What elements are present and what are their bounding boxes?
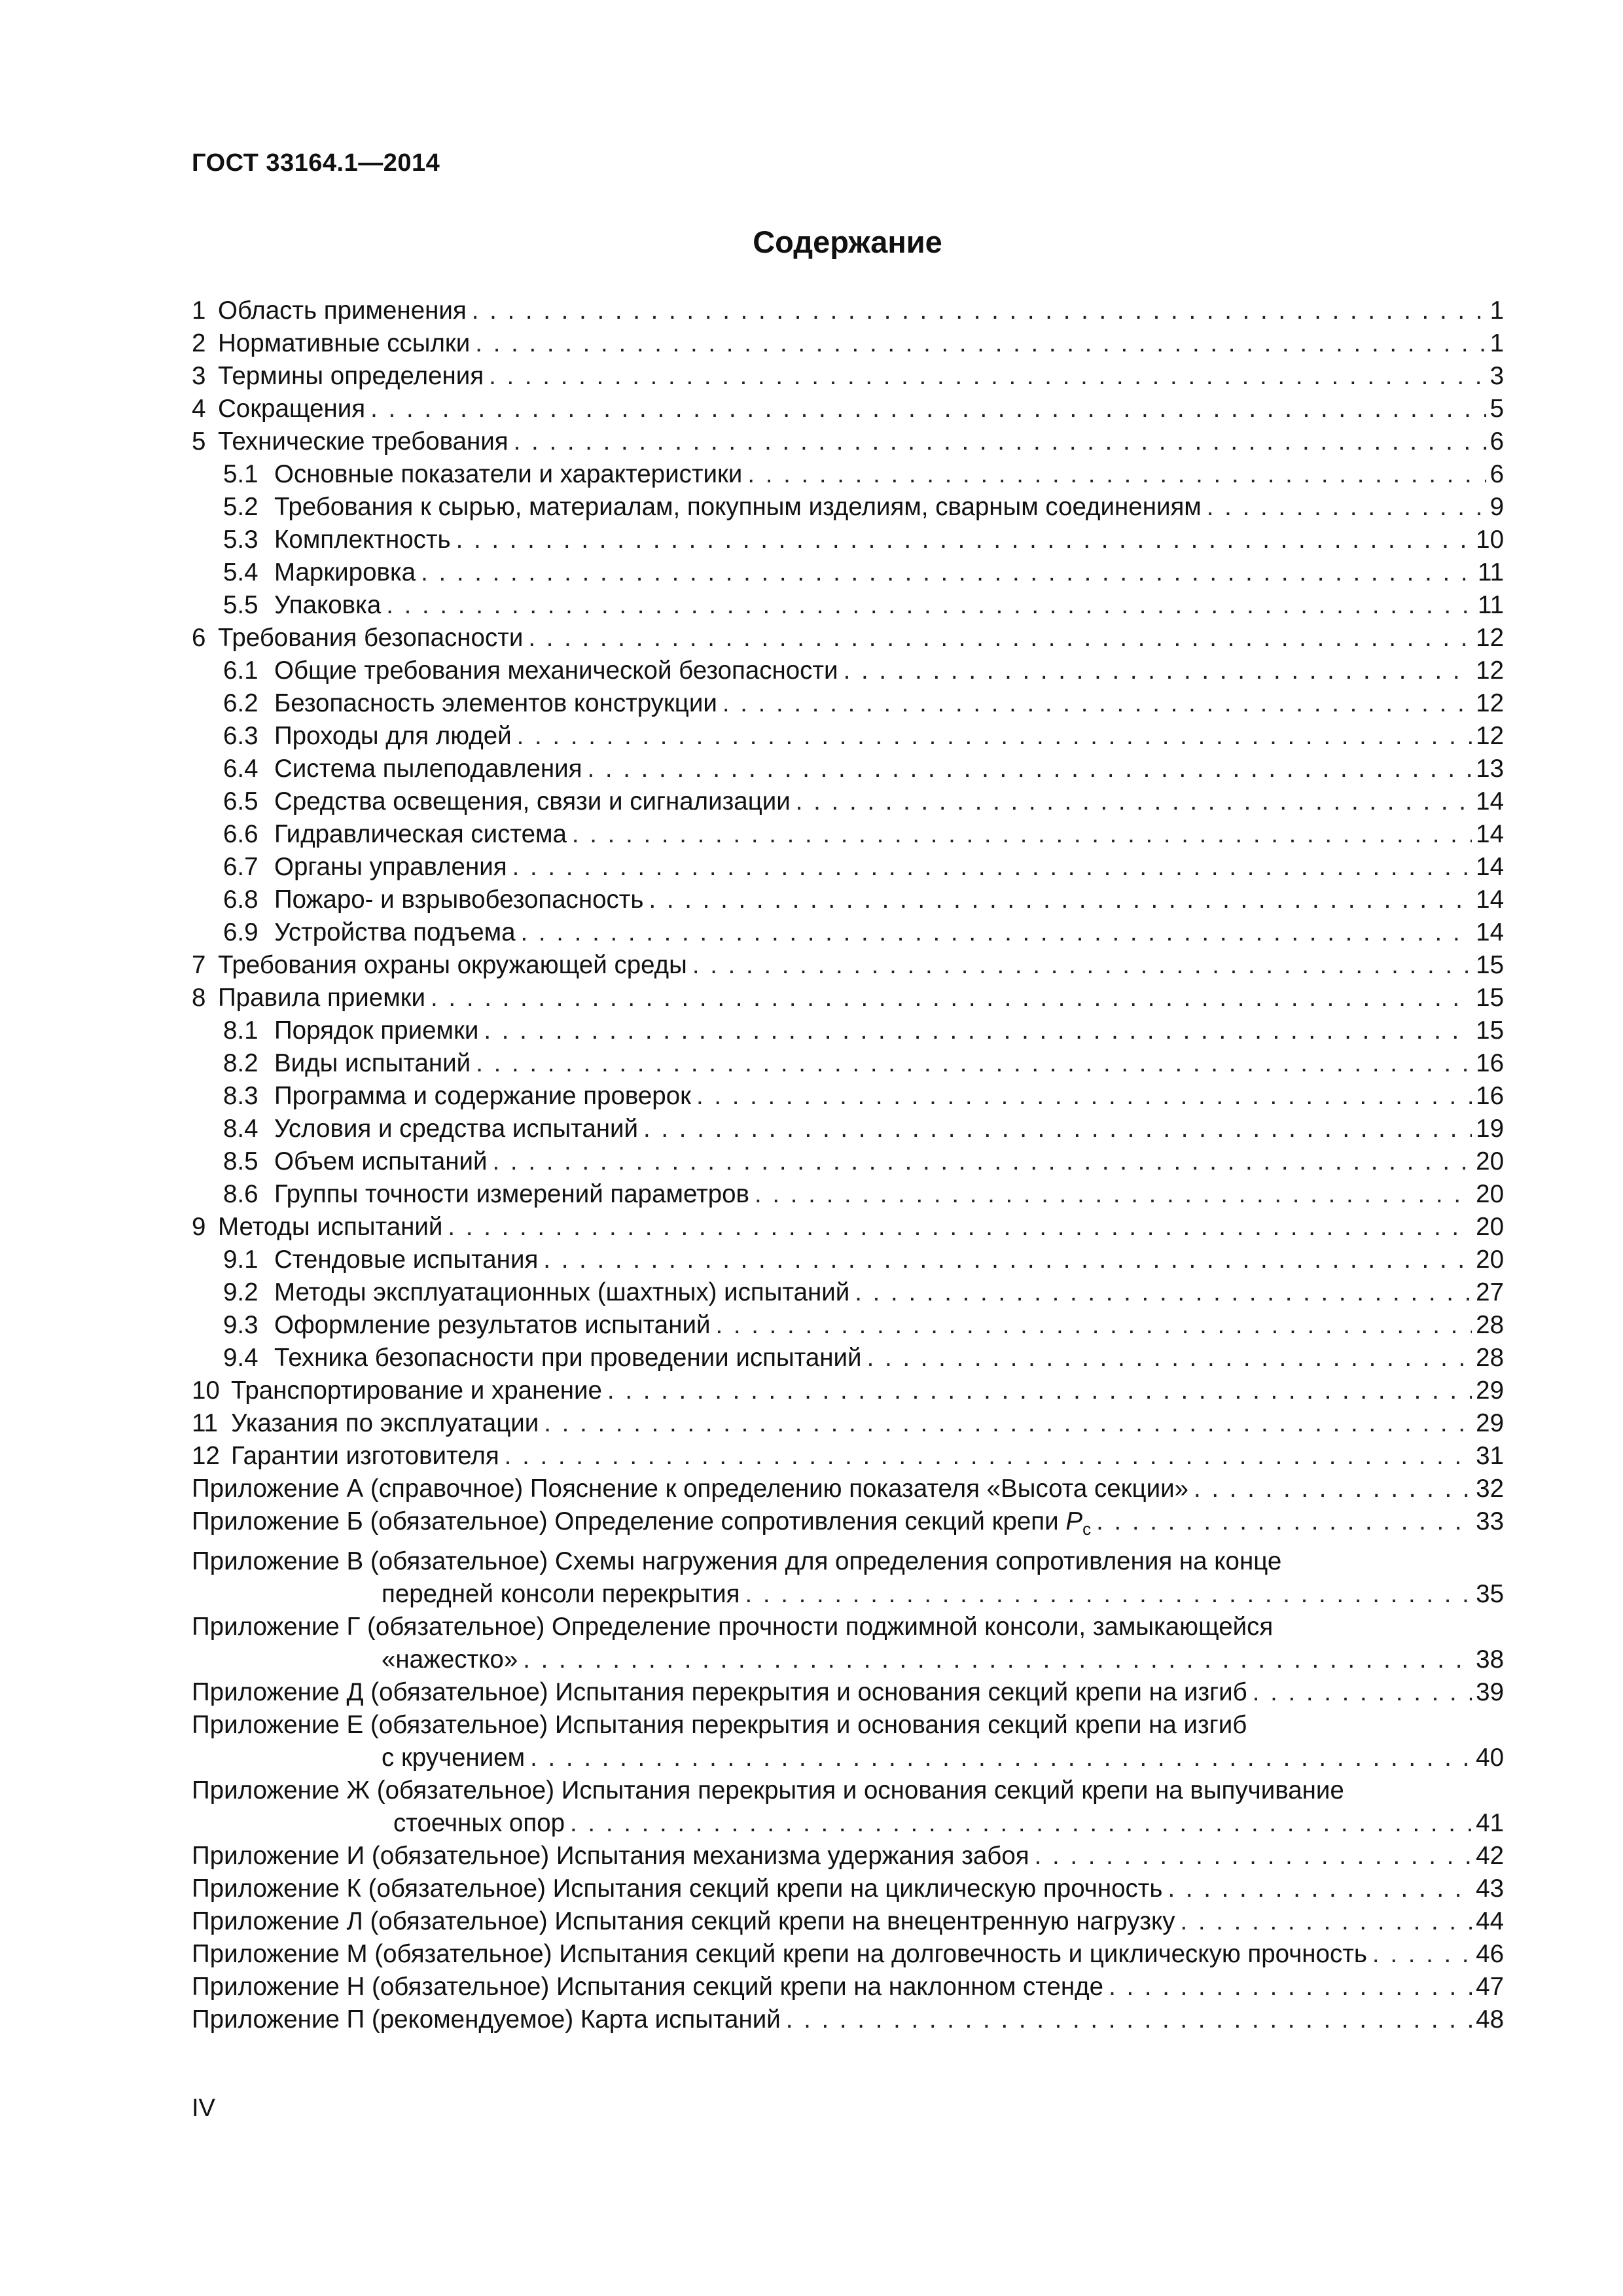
toc-appendix-entry[interactable]: Приложение К (обязательное) Испытания секций крепи на циклическую прочность . . . 43: [192, 1873, 1504, 1905]
toc-subentry[interactable]: 6.7 Органы управления . . . 14: [192, 851, 1504, 884]
dot-leader: [796, 785, 1472, 818]
dot-leader: [649, 884, 1472, 916]
toc-appendix-entry[interactable]: Приложение И (обязательное) Испытания механизма удержания забоя . . . 42: [192, 1840, 1504, 1873]
toc-appendix-entry[interactable]: Приложение А (справочное) Пояснение к определению показателя «Высота секции» . . . 32: [192, 1473, 1504, 1505]
toc-entry[interactable]: 6 Требования безопасности . . . 12: [192, 622, 1504, 655]
toc-entry[interactable]: 10 Транспортирование и хранение . . . 29: [192, 1374, 1504, 1407]
dot-leader: [512, 851, 1472, 884]
dot-leader: [1372, 1938, 1472, 1971]
toc-subentry[interactable]: 8.2 Виды испытаний . . . 16: [192, 1047, 1504, 1080]
toc-appendix-entry[interactable]: Приложение Е (обязательное) Испытания перекрытия и основания секций крепи на изгиб с кручением . . . 40: [192, 1709, 1504, 1774]
toc-title: Содержание: [753, 224, 942, 259]
toc-appendix-entry[interactable]: Приложение В (обязательное) Схемы нагружения для определения сопротивления на конце передней консоли перекрытия . . . 35: [192, 1545, 1504, 1611]
toc-entry[interactable]: 9 Методы испытаний . . . 20: [192, 1211, 1504, 1244]
toc-subentry[interactable]: 6.1 Общие требования механической безопасности . . . 12: [192, 655, 1504, 687]
dot-leader: [696, 1080, 1472, 1113]
toc-subentry[interactable]: 8.6 Группы точности измерений параметров . . . 20: [192, 1178, 1504, 1211]
dot-leader: [493, 1145, 1472, 1178]
toc-entry[interactable]: 12 Гарантии изготовителя . . . 31: [192, 1440, 1504, 1473]
dot-leader: [456, 524, 1472, 556]
toc-entry[interactable]: 5 Технические требования . . . 6: [192, 425, 1504, 458]
toc-subentry[interactable]: 8.4 Условия и средства испытаний . . . 19: [192, 1113, 1504, 1145]
resistance-symbol-subscript: c: [1082, 1519, 1092, 1539]
toc-appendix-entry[interactable]: Приложение М (обязательное) Испытания секций крепи на долговечность и циклическую прочность . . . 46: [192, 1938, 1504, 1971]
toc-entry[interactable]: 2 Нормативные ссылки . . . 1: [192, 327, 1504, 360]
toc-subentry[interactable]: 5.4 Маркировка . . . 11: [192, 556, 1504, 589]
toc-subentry[interactable]: 6.4 Система пылеподавления . . . 13: [192, 753, 1504, 785]
dot-leader: [855, 1276, 1472, 1309]
toc-subentry[interactable]: 9.3 Оформление результатов испытаний . . . 28: [192, 1309, 1504, 1342]
toc-appendix-entry[interactable]: Приложение Ж (обязательное) Испытания перекрытия и основания секций крепи на выпучивание стоечных опор . . . 41: [192, 1774, 1504, 1840]
dot-leader: [747, 458, 1486, 491]
dot-leader: [505, 1440, 1472, 1473]
toc-subentry[interactable]: 5.2 Требования к сырью, материалам, покупным изделиям, сварным соединениям . . . 9: [192, 491, 1504, 524]
dot-leader: [1253, 1676, 1472, 1709]
toc-subentry[interactable]: 8.3 Программа и содержание проверок . . . 16: [192, 1080, 1504, 1113]
toc-subentry[interactable]: 6.5 Средства освещения, связи и сигнализации . . . 14: [192, 785, 1504, 818]
dot-leader: [844, 655, 1472, 687]
dot-leader: [755, 1178, 1472, 1211]
dot-leader: [472, 295, 1486, 327]
dot-leader: [1096, 1505, 1472, 1538]
toc-entry[interactable]: 7 Требования охраны окружающей среды . . . 15: [192, 949, 1504, 982]
page-number: IV: [192, 2094, 215, 2122]
toc-subentry[interactable]: 5.1 Основные показатели и характеристики . . . 6: [192, 458, 1504, 491]
toc-subentry[interactable]: 6.2 Безопасность элементов конструкции . . . 12: [192, 687, 1504, 720]
dot-leader: [448, 1211, 1472, 1244]
dot-leader: [523, 1643, 1472, 1676]
dot-leader: [1168, 1873, 1472, 1905]
toc-appendix-entry[interactable]: Приложение Н (обязательное) Испытания секций крепи на наклонном стенде . . . 47: [192, 1971, 1504, 2003]
dot-leader: [1194, 1473, 1472, 1505]
toc-subentry[interactable]: 6.8 Пожаро- и взрывобезопасность . . . 14: [192, 884, 1504, 916]
toc-appendix-entry[interactable]: Приложение Г (обязательное) Определение прочности поджимной консоли, замыкающейся «нажестко» . . . 38: [192, 1611, 1504, 1676]
dot-leader: [386, 589, 1474, 622]
dot-leader: [715, 1309, 1472, 1342]
toc-appendix-entry[interactable]: Приложение Д (обязательное) Испытания перекрытия и основания секций крепи на изгиб . . . 39: [192, 1676, 1504, 1709]
toc-subentry[interactable]: 9.4 Техника безопасности при проведении испытаний . . . 28: [192, 1342, 1504, 1374]
dot-leader: [607, 1374, 1472, 1407]
toc-subentry[interactable]: 9.1 Стендовые испытания . . . 20: [192, 1244, 1504, 1276]
dot-leader: [421, 556, 1474, 589]
dot-leader: [544, 1407, 1472, 1440]
dot-leader: [528, 622, 1472, 655]
toc-appendix-entry[interactable]: Приложение П (рекомендуемое) Карта испытаний . . . 48: [192, 2003, 1504, 2036]
dot-leader: [1109, 1971, 1472, 2003]
dot-leader: [786, 2003, 1472, 2036]
toc-entry[interactable]: 1 Область применения . . . 1: [192, 295, 1504, 327]
dot-leader: [475, 327, 1486, 360]
dot-leader: [692, 949, 1472, 982]
dot-leader: [543, 1244, 1472, 1276]
dot-leader: [588, 753, 1472, 785]
toc-subentry[interactable]: 8.1 Порядок приемки . . . 15: [192, 1014, 1504, 1047]
toc-appendix-entry[interactable]: Приложение Б (обязательное) Определение сопротивления секций крепи $P_c$ . . . 33: [192, 1505, 1504, 1545]
dot-leader: [489, 360, 1486, 393]
toc-subentry[interactable]: 5.3 Комплектность . . . 10: [192, 524, 1504, 556]
dot-leader: [521, 916, 1472, 949]
dot-leader: [530, 1742, 1472, 1774]
dot-leader: [745, 1578, 1472, 1611]
dot-leader: [484, 1014, 1472, 1047]
dot-leader: [867, 1342, 1472, 1374]
toc-subentry[interactable]: 8.5 Объем испытаний . . . 20: [192, 1145, 1504, 1178]
dot-leader: [643, 1113, 1472, 1145]
toc-subentry[interactable]: 5.5 Упаковка . . . 11: [192, 589, 1504, 622]
dot-leader: [570, 1807, 1472, 1840]
toc-subentry[interactable]: 9.2 Методы эксплуатационных (шахтных) испытаний . . . 27: [192, 1276, 1504, 1309]
toc-subentry[interactable]: 6.6 Гидравлическая система . . . 14: [192, 818, 1504, 851]
dot-leader: [722, 687, 1472, 720]
table-of-contents: [192, 295, 1504, 2036]
toc-entry[interactable]: 11 Указания по эксплуатации . . . 29: [192, 1407, 1504, 1440]
dot-leader: [1207, 491, 1486, 524]
dot-leader: [572, 818, 1472, 851]
dot-leader: [431, 982, 1472, 1014]
toc-entry[interactable]: 4 Сокращения . . . 5: [192, 393, 1504, 425]
dot-leader: [476, 1047, 1472, 1080]
toc-subentry[interactable]: 6.3 Проходы для людей . . . 12: [192, 720, 1504, 753]
resistance-symbol: P: [1065, 1507, 1083, 1535]
dot-leader: [514, 425, 1486, 458]
dot-leader: [1035, 1840, 1472, 1873]
dot-leader: [517, 720, 1472, 753]
toc-appendix-entry[interactable]: Приложение Л (обязательное) Испытания секций крепи на внецентренную нагрузку . . . 44: [192, 1905, 1504, 1938]
document-code: ГОСТ 33164.1—2014: [192, 149, 440, 177]
dot-leader: [1181, 1905, 1472, 1938]
toc-subentry[interactable]: 6.9 Устройства подъема . . . 14: [192, 916, 1504, 949]
toc-entry[interactable]: 8 Правила приемки . . . 15: [192, 982, 1504, 1014]
toc-entry[interactable]: 3 Термины определения . . . 3: [192, 360, 1504, 393]
dot-leader: [370, 393, 1486, 425]
